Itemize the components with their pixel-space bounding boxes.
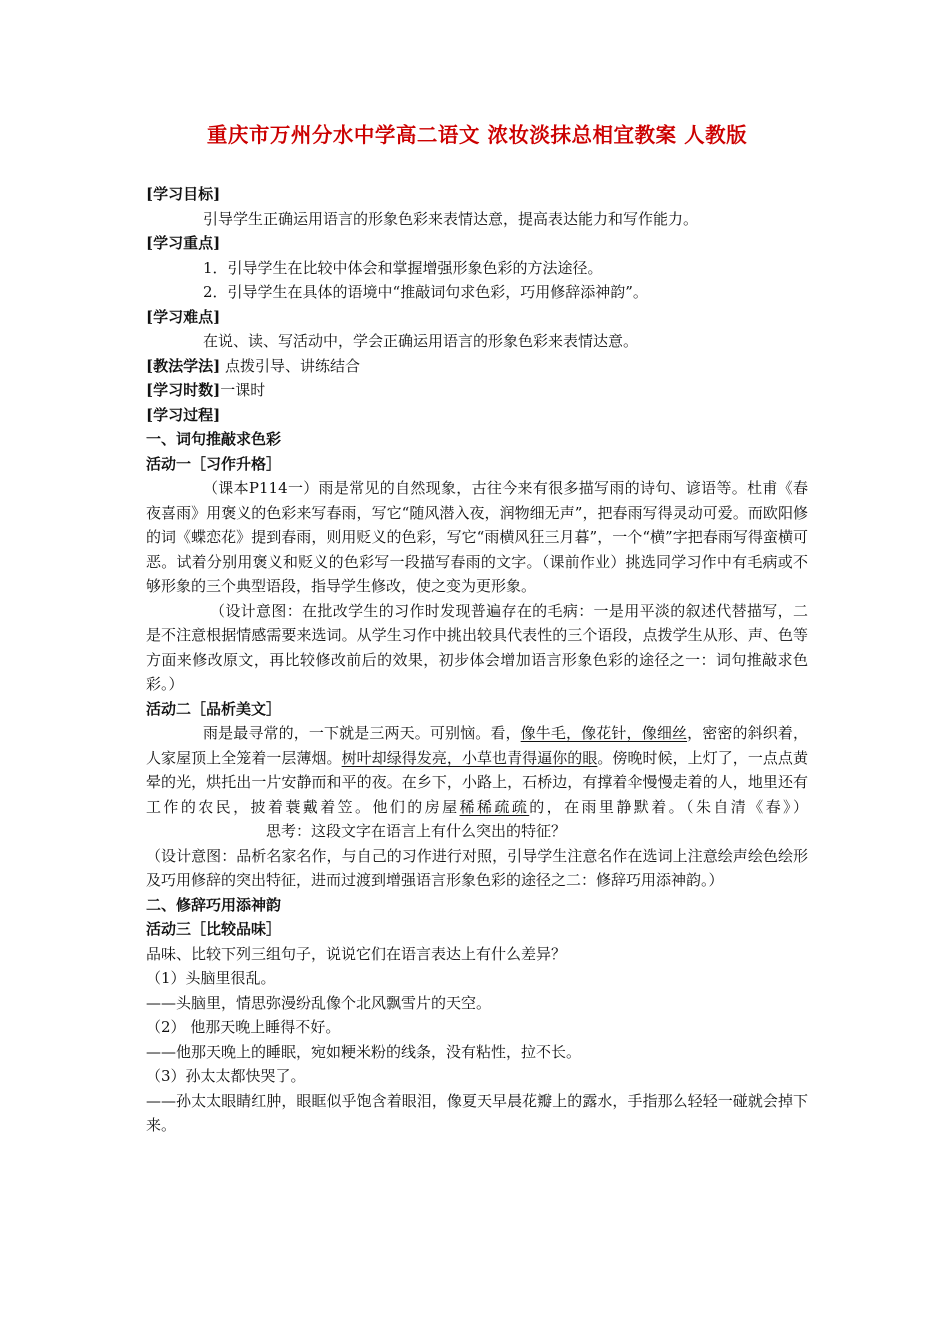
hours-heading: [学习时数] bbox=[146, 381, 221, 399]
key-point-1: 1．引导学生在比较中体会和掌握增强形象色彩的方法途径。 bbox=[203, 258, 603, 277]
excerpt-part-3: 。傍晚时候，上灯了，一点点黄晕的光，烘托出一片安静而和平的夜。在乡下，小路上，石桥边，有撑着伞慢慢走着的人，地里还有工作的农民，披着蓑戴着笠。他们的房屋 bbox=[146, 748, 808, 816]
excerpt-part-2: ，密密的斜织着，人家屋顶上全笼着一层薄烟。 bbox=[146, 724, 808, 767]
method-line bbox=[146, 354, 808, 379]
section-heading-goal: [学习目标] bbox=[146, 185, 221, 203]
document-page bbox=[146, 118, 808, 1138]
sentence-3: （3）孙太太都快哭了。 bbox=[146, 1067, 306, 1085]
section-heading-difficulty: [学习难点] bbox=[146, 307, 221, 326]
sentence-1-rewrite: ——头脑里，情思弥漫纷乱像个北风飘雪片的天空。 bbox=[146, 993, 492, 1012]
sentence-1: （1）头脑里很乱。 bbox=[146, 969, 276, 987]
sentence-2-rewrite: ——他那天晚上的睡眠，宛如粳米粉的线条，没有粘性，拉不长。 bbox=[146, 1042, 582, 1061]
section-heading-process: [学习过程] bbox=[146, 405, 221, 424]
page-title: 重庆市万州分水中学高二语文 浓妆淡抹总相宜教案 人教版 bbox=[206, 123, 748, 147]
section-heading-key: [学习重点] bbox=[146, 234, 221, 252]
hours-line bbox=[146, 378, 808, 403]
sentence-3-rewrite: ——孙太太眼睛红肿，眼眶似乎饱含着眼泪，像夏天早晨花瓣上的露水，手指那么轻轻一碰就会掉下来。 bbox=[146, 1091, 808, 1134]
think-question: 思考：这段文字在语言上有什么突出的特征？ bbox=[266, 822, 567, 840]
activity-1-paragraph: （课本P114一）雨是常见的自然现象，古往今来有很多描写雨的诗句、谚语等。杜甫《春夜喜雨》用褒义的色彩来写春雨，写它“随风潜入夜，润物细无声”，把春雨写得灵动可爱。而欧阳修的词《蝶恋花》提到春雨，则用贬义的色彩，写它“雨横风狂三月暮”，一个“横”字把春雨写得蛮横可恶。试着分别用褒义和贬义的色彩写一段描写春雨的文字。（课前作业）挑选同学习作中有毛病或不够形象的三个典型语段，指导学生修改，使之变为更形象。 bbox=[146, 479, 808, 595]
difficulty-text: 在说、读、写活动中，学会正确运用语言的形象色彩来表情达意。 bbox=[203, 332, 639, 350]
activity-1-heading: 活动一［习作升格］ bbox=[146, 454, 282, 473]
excerpt-underline-2: 树叶却绿得发亮，小草也青得逼你的眼 bbox=[341, 748, 598, 767]
activity-2-excerpt bbox=[146, 721, 808, 844]
part-1-heading: 一、词句推敲求色彩 bbox=[146, 430, 282, 448]
excerpt-underline-3: 稀稀疏疏 bbox=[459, 797, 530, 816]
sentence-2: （2） 他那天晚上睡得不好。 bbox=[146, 1018, 341, 1036]
hours-text: 一课时 bbox=[220, 381, 266, 399]
activity-3-intro: 品味、比较下列三组句子，说说它们在语言表达上有什么差异？ bbox=[146, 944, 567, 963]
key-point-2: 2．引导学生在具体的语境中“推敲词句求色彩，巧用修辞添神韵”。 bbox=[203, 283, 648, 301]
activity-2-design-note: （设计意图：品析名家名作，与自己的习作进行对照，引导学生注意名作在选词上注意绘声绘色绘形及巧用修辞的突出特征，进而过渡到增强语言形象色彩的途径之二：修辞巧用添神韵。） bbox=[146, 846, 808, 889]
method-heading: [教法学法] bbox=[146, 356, 221, 375]
method-text: 点拨引导、讲练结合 bbox=[220, 356, 360, 375]
excerpt-part-1: 雨是最寻常的，一下就是三两天。可别恼。看， bbox=[203, 724, 521, 742]
part-2-heading: 二、修辞巧用添神韵 bbox=[146, 895, 282, 914]
goal-text: 引导学生正确运用语言的形象色彩来表情达意，提高表达能力和写作能力。 bbox=[203, 209, 699, 228]
excerpt-part-4: 的，在雨里静默着。（朱自清《春》） bbox=[529, 797, 808, 816]
activity-2-heading: 活动二［品析美文］ bbox=[146, 699, 282, 718]
activity-3-heading: 活动三［比较品味］ bbox=[146, 920, 282, 938]
activity-1-design-note: （设计意图：在批改学生的习作时发现普遍存在的毛病：一是用平淡的叙述代替描写，二是不注意根据情感需要来选词。从学生习作中挑出较具代表性的三个语段，点拨学生从形、声、色等方面来修改原文，再比较修改前后的效果，初步体会增加语言形象色彩的途径之一：词句推敲求色彩。） bbox=[146, 601, 808, 693]
excerpt-underline-1: 像牛毛，像花针，像细丝 bbox=[520, 724, 688, 742]
